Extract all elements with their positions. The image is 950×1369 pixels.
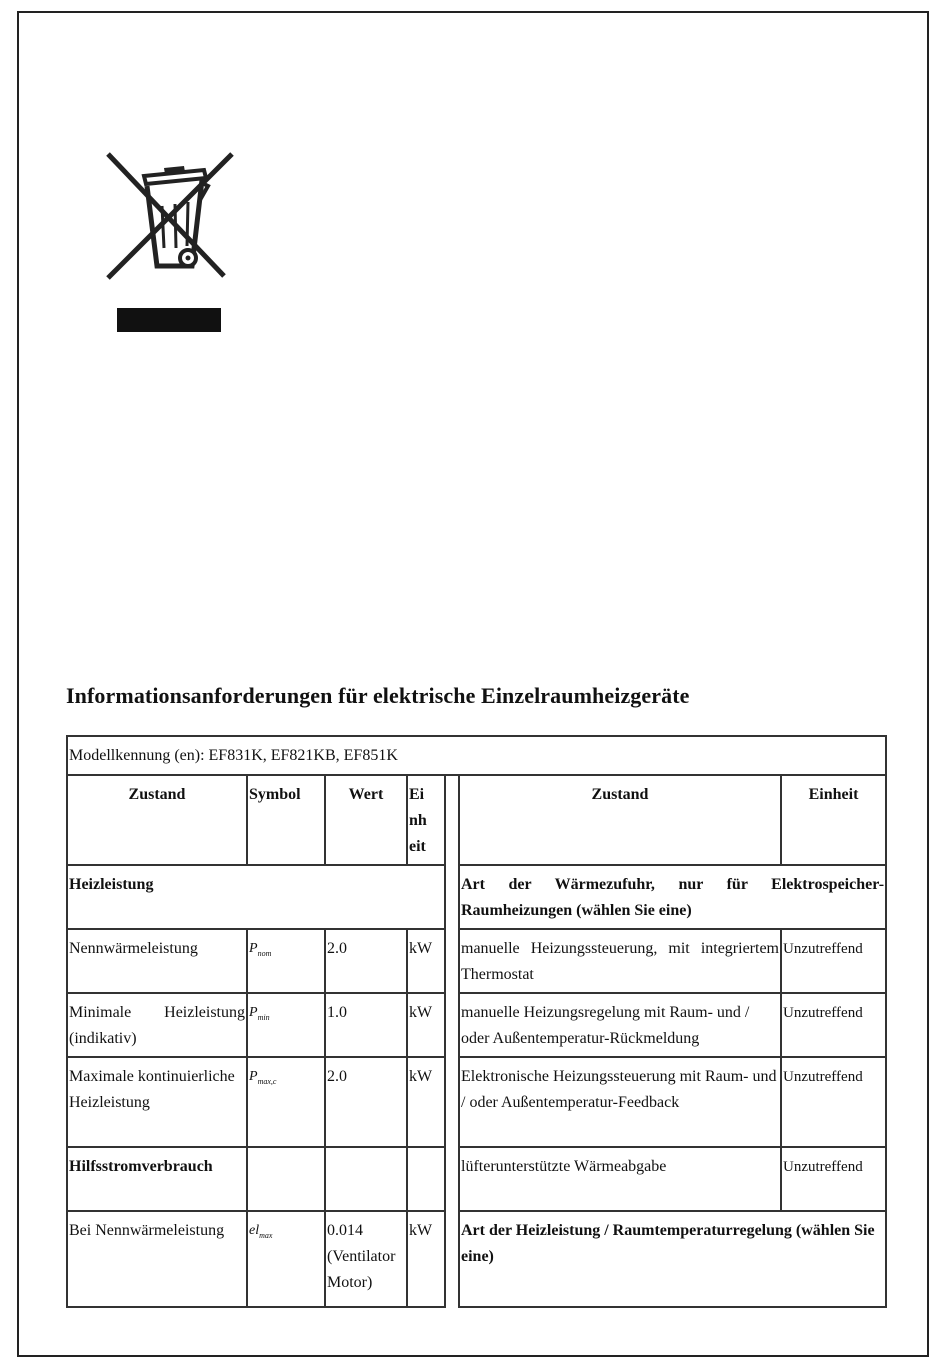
row-symbol: $P_{nom}$ (247, 929, 325, 993)
empty-cell (325, 1147, 407, 1211)
column-gap (445, 929, 459, 993)
row-right-value: Unzutreffend (781, 1147, 886, 1211)
row-unit: kW (407, 1057, 445, 1147)
header-symbol: Symbol (247, 775, 325, 865)
row-value: 2.0 (325, 1057, 407, 1147)
table-row (67, 1057, 886, 1147)
row-right-value: Unzutreffend (781, 1057, 886, 1147)
row-right-label: Art der Heizleistung / Raumtemperaturregelung (wählen Sie eine) (459, 1211, 886, 1307)
row-value: 1.0 (325, 993, 407, 1057)
table-row (67, 993, 886, 1057)
model-cell: Modellkennung (en): EF831K, EF821KB, EF851K (67, 736, 886, 775)
section-hilfsstrom-label: Hilfsstromverbrauch (67, 1147, 247, 1211)
row-symbol: $P_{min}$ (247, 993, 325, 1057)
section-hilfsstrom-row (67, 1147, 886, 1211)
header-row (67, 775, 886, 865)
row-label: Bei Nennwärmeleistung (67, 1211, 247, 1307)
row-right-value: Unzutreffend (781, 929, 886, 993)
row-label: Minimale Heizleistung (indikativ) (67, 993, 247, 1057)
column-gap (445, 1057, 459, 1147)
row-right-value: Unzutreffend (781, 993, 886, 1057)
row-unit: kW (407, 929, 445, 993)
row-unit: kW (407, 993, 445, 1057)
header-zustand-right: Zustand (459, 775, 781, 865)
header-zustand-left: Zustand (67, 775, 247, 865)
empty-cell (407, 1147, 445, 1211)
column-gap (445, 775, 459, 865)
header-einheit: Einheit (781, 775, 886, 865)
row-right-label: lüfterunterstützte Wärmeabgabe (459, 1147, 781, 1211)
header-einheit-short: Ei nh eit (407, 775, 445, 865)
header-wert: Wert (325, 775, 407, 865)
column-gap (445, 1211, 459, 1307)
table-row (67, 1211, 886, 1307)
section-heizleistung-right: Art der Wärmezufuhr, nur für Elektrospeicher-Raumheizungen (wählen Sie eine) (459, 865, 886, 929)
row-right-label: manuelle Heizungssteuerung, mit integriertem Thermostat (459, 929, 781, 993)
row-right-label: manuelle Heizungsregelung mit Raum- und / oder Außentemperatur-Rückmeldung (459, 993, 781, 1057)
table-row (67, 929, 886, 993)
column-gap (445, 993, 459, 1057)
column-gap (445, 865, 459, 929)
column-gap (445, 1147, 459, 1211)
row-value: 0.014 (Ventilator Motor) (325, 1211, 407, 1307)
weee-crossed-bin-icon (100, 148, 240, 338)
row-label: Nennwärmeleistung (67, 929, 247, 993)
row-label: Maximale kontinuierliche Heizleistung (67, 1057, 247, 1147)
row-unit: kW (407, 1211, 445, 1307)
row-symbol: $el_{max}$ (247, 1211, 325, 1307)
section-heizleistung-row (67, 865, 886, 929)
row-symbol: $P_{max,c}$ (247, 1057, 325, 1147)
section-heizleistung-label: Heizleistung (67, 865, 445, 929)
model-row (67, 736, 886, 775)
empty-cell (247, 1147, 325, 1211)
row-value: 2.0 (325, 929, 407, 993)
page-heading: Informationsanforderungen für elektrische Einzelraumheizgeräte (66, 683, 690, 708)
row-right-label: Elektronische Heizungssteuerung mit Raum- und / oder Außentemperatur-Feedback (459, 1057, 781, 1147)
energy-info-table (66, 735, 887, 1308)
